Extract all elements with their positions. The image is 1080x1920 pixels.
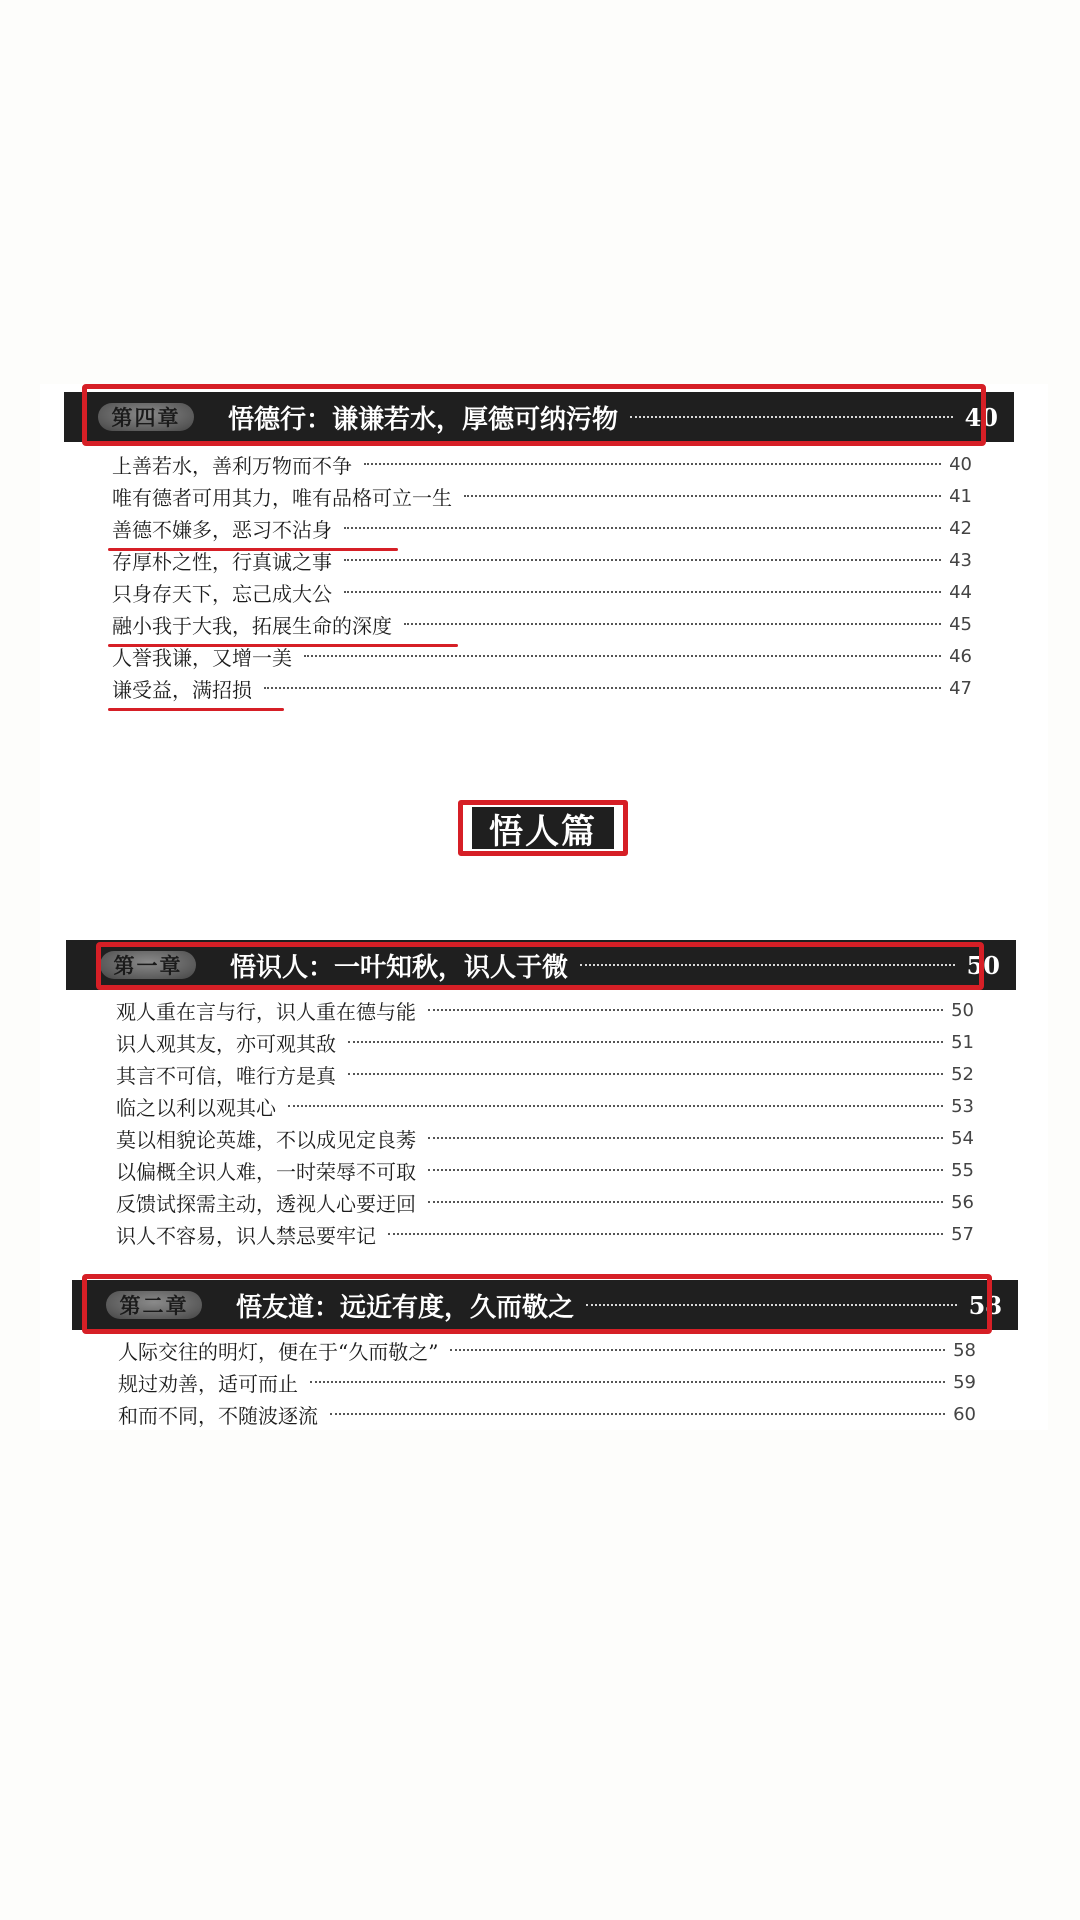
entry-title: 其言不可信，唯行方是真 bbox=[116, 1063, 336, 1088]
leader-dots bbox=[450, 1349, 945, 1351]
leader-dots bbox=[428, 1009, 943, 1011]
chapter-badge: 第四章 bbox=[98, 403, 194, 431]
section-title: 悟人篇 bbox=[468, 807, 618, 849]
leader-dots bbox=[586, 1304, 957, 1306]
toc-entry[interactable] bbox=[112, 672, 972, 704]
entry-page: 41 bbox=[949, 485, 972, 507]
chapter-banner-2 bbox=[72, 1280, 1018, 1330]
toc-entry[interactable] bbox=[116, 1218, 974, 1250]
leader-dots bbox=[630, 416, 953, 418]
toc-entry[interactable] bbox=[118, 1366, 976, 1398]
entry-page: 40 bbox=[949, 453, 972, 475]
entry-title: 识人观其友，亦可观其敌 bbox=[116, 1031, 336, 1056]
chapter-title: 悟识人：一叶知秋，识人于微 bbox=[230, 952, 569, 983]
leader-dots bbox=[464, 495, 941, 497]
entry-page: 42 bbox=[949, 517, 972, 539]
entry-title: 谦受益，满招损 bbox=[112, 677, 252, 702]
toc-entry[interactable] bbox=[112, 512, 972, 544]
toc-entry[interactable] bbox=[116, 994, 974, 1026]
toc-entry[interactable] bbox=[112, 640, 972, 672]
leader-dots bbox=[580, 964, 955, 966]
toc-entry[interactable] bbox=[116, 1058, 974, 1090]
entry-title: 莫以相貌论英雄，不以成见定良莠 bbox=[116, 1127, 416, 1152]
entry-title: 观人重在言与行，识人重在德与能 bbox=[116, 999, 416, 1024]
entry-title: 善德不嫌多，恶习不沾身 bbox=[112, 517, 332, 542]
leader-dots bbox=[348, 1041, 943, 1043]
entry-page: 50 bbox=[951, 999, 974, 1021]
leader-dots bbox=[304, 655, 941, 657]
toc-entry[interactable] bbox=[118, 1398, 976, 1430]
leader-dots bbox=[364, 463, 941, 465]
leader-dots bbox=[428, 1169, 943, 1171]
leader-dots bbox=[388, 1233, 943, 1235]
chapter-banner-1 bbox=[66, 940, 1016, 990]
entry-page: 44 bbox=[949, 581, 972, 603]
entry-title: 和而不同，不随波逐流 bbox=[118, 1403, 318, 1428]
toc-entry[interactable] bbox=[112, 480, 972, 512]
entry-list-chapter-2 bbox=[118, 1334, 976, 1430]
entry-title: 临之以利以观其心 bbox=[116, 1095, 276, 1120]
leader-dots bbox=[344, 591, 941, 593]
entry-page: 53 bbox=[951, 1095, 974, 1117]
chapter-page: 50 bbox=[966, 950, 1000, 980]
chapter-banner-4 bbox=[64, 392, 1014, 442]
entry-page: 56 bbox=[951, 1191, 974, 1213]
entry-page: 54 bbox=[951, 1127, 974, 1149]
entry-title: 反馈试探需主动，透视人心要迂回 bbox=[116, 1191, 416, 1216]
entry-page: 57 bbox=[951, 1223, 974, 1245]
entry-title: 以偏概全识人难，一时荣辱不可取 bbox=[116, 1159, 416, 1184]
leader-dots bbox=[330, 1413, 945, 1415]
section-title-box bbox=[458, 800, 628, 856]
toc-entry[interactable] bbox=[112, 608, 972, 640]
toc-entry[interactable] bbox=[116, 1186, 974, 1218]
entry-title: 融小我于大我，拓展生命的深度 bbox=[112, 613, 392, 638]
leader-dots bbox=[310, 1381, 945, 1383]
toc-entry[interactable] bbox=[112, 448, 972, 480]
chapter-title: 悟德行：谦谦若水，厚德可纳污物 bbox=[228, 404, 619, 435]
toc-entry[interactable] bbox=[116, 1122, 974, 1154]
toc-entry[interactable] bbox=[116, 1090, 974, 1122]
leader-dots bbox=[428, 1201, 943, 1203]
entry-list-chapter-1 bbox=[116, 994, 974, 1250]
entry-page: 51 bbox=[951, 1031, 974, 1053]
chapter-page: 40 bbox=[964, 402, 998, 432]
entry-page: 59 bbox=[953, 1371, 976, 1393]
entry-title: 唯有德者可用其力，唯有品格可立一生 bbox=[112, 485, 452, 510]
chapter-page: 58 bbox=[968, 1290, 1002, 1320]
entry-list-chapter-4 bbox=[112, 448, 972, 704]
entry-title: 只身存天下，忘己成大公 bbox=[112, 581, 332, 606]
toc-entry[interactable] bbox=[116, 1154, 974, 1186]
toc-entry[interactable] bbox=[116, 1026, 974, 1058]
chapter-title: 悟友道：远近有度，久而敬之 bbox=[236, 1292, 575, 1323]
entry-page: 43 bbox=[949, 549, 972, 571]
entry-page: 52 bbox=[951, 1063, 974, 1085]
entry-title: 规过劝善，适可而止 bbox=[118, 1371, 298, 1396]
chapter-badge: 第一章 bbox=[100, 951, 196, 979]
red-underline bbox=[108, 708, 284, 711]
entry-page: 47 bbox=[949, 677, 972, 699]
entry-page: 58 bbox=[953, 1339, 976, 1361]
leader-dots bbox=[428, 1137, 943, 1139]
chapter-badge: 第二章 bbox=[106, 1291, 202, 1319]
leader-dots bbox=[344, 527, 941, 529]
entry-title: 上善若水，善利万物而不争 bbox=[112, 453, 352, 478]
toc-entry[interactable] bbox=[112, 576, 972, 608]
leader-dots bbox=[404, 623, 941, 625]
leader-dots bbox=[264, 687, 941, 689]
entry-title: 人誉我谦，又增一美 bbox=[112, 645, 292, 670]
entry-page: 55 bbox=[951, 1159, 974, 1181]
entry-title: 存厚朴之性，行真诚之事 bbox=[112, 549, 332, 574]
toc-entry[interactable] bbox=[118, 1334, 976, 1366]
toc-entry[interactable] bbox=[112, 544, 972, 576]
entry-title: 人际交往的明灯，便在于“久而敬之” bbox=[118, 1339, 439, 1364]
leader-dots bbox=[344, 559, 941, 561]
leader-dots bbox=[288, 1105, 943, 1107]
entry-page: 46 bbox=[949, 645, 972, 667]
entry-page: 45 bbox=[949, 613, 972, 635]
entry-page: 60 bbox=[953, 1403, 976, 1425]
leader-dots bbox=[348, 1073, 943, 1075]
entry-title: 识人不容易，识人禁忌要牢记 bbox=[116, 1223, 376, 1248]
